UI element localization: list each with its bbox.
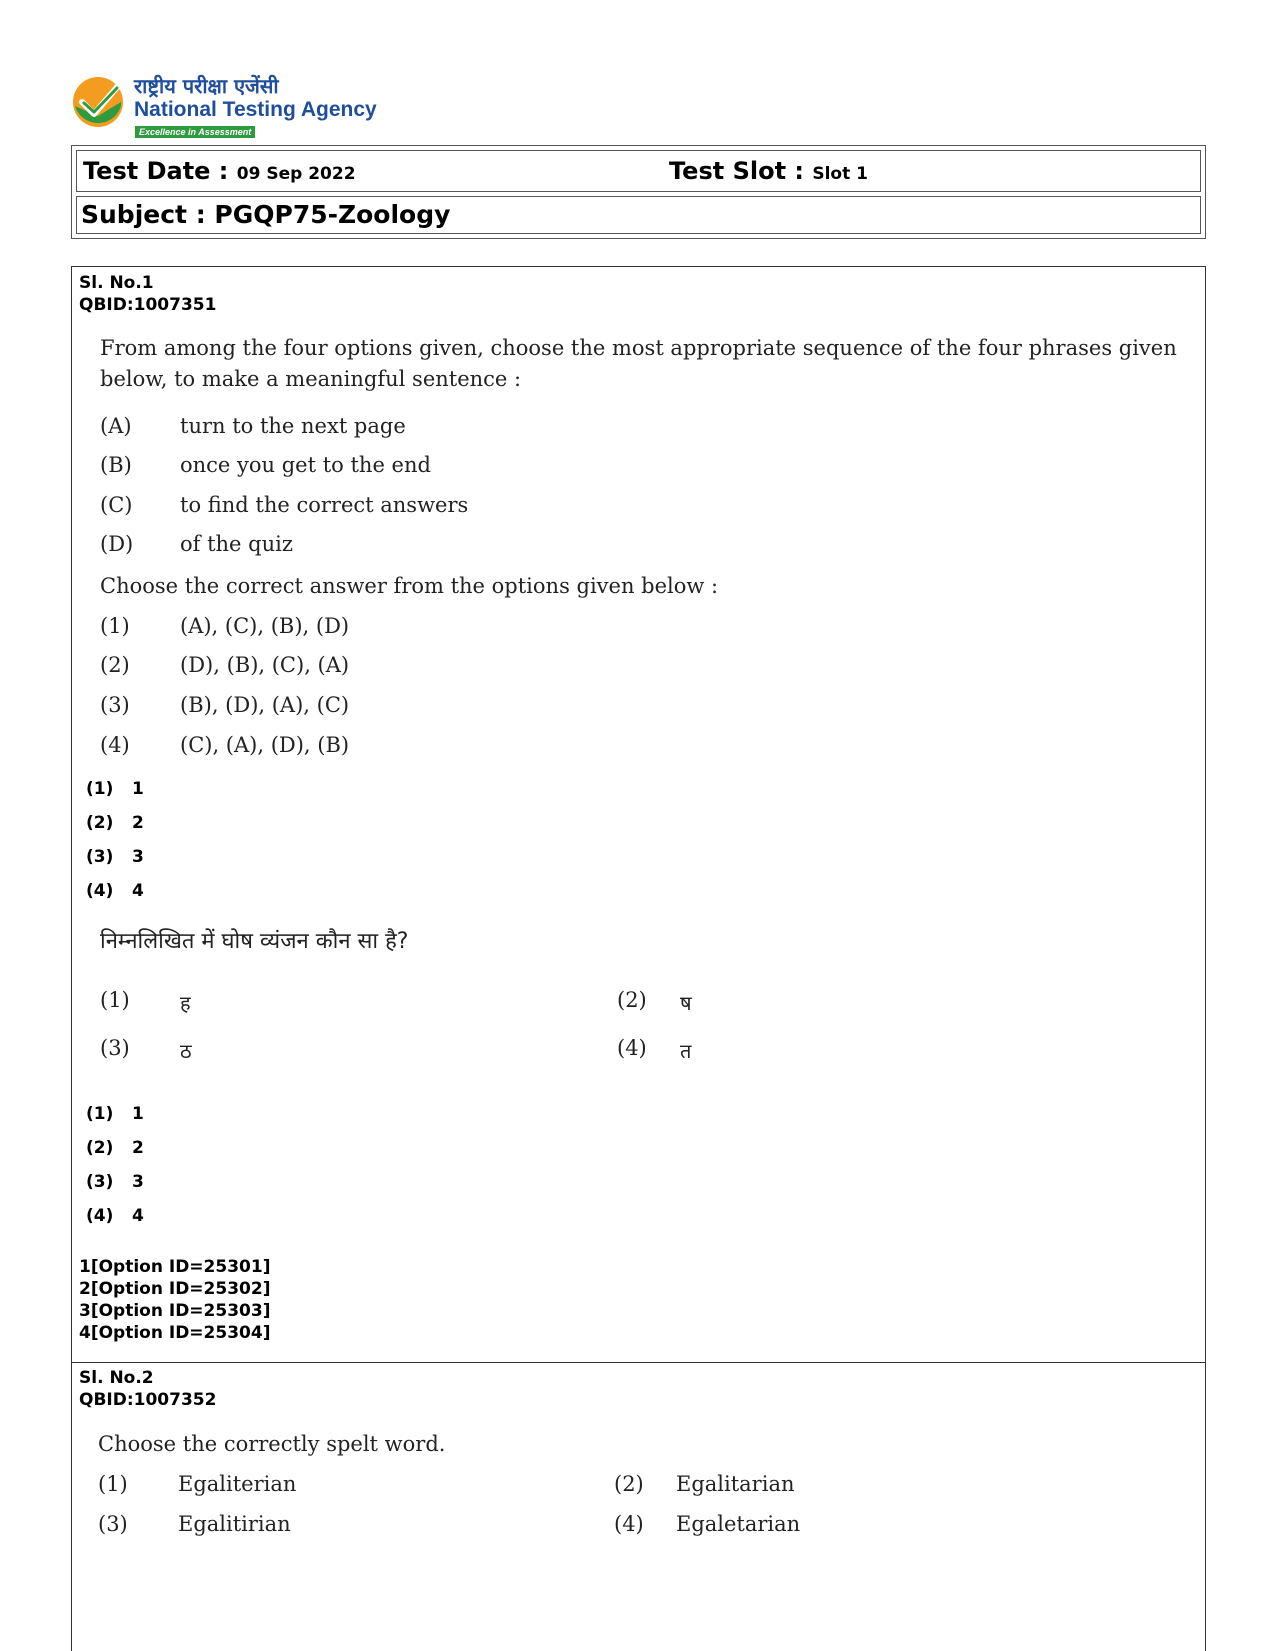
phrase-text: once you get to the end (180, 453, 431, 477)
subject-label: Subject : (81, 200, 206, 229)
sl-no: Sl. No.2 (79, 1368, 154, 1388)
option-id: 1[Option ID=25301] (79, 1257, 271, 1277)
answer-number: (1) (86, 1104, 114, 1124)
option-id: 2[Option ID=25302] (79, 1279, 271, 1299)
hindi-option-number: (4) (617, 1036, 647, 1060)
qbid: QBID:1007351 (79, 295, 217, 315)
logo-tagline: Excellence in Assessment (135, 126, 255, 138)
option-text: Egalitarian (676, 1472, 795, 1496)
option-text: (B), (D), (A), (C) (180, 693, 350, 717)
test-slot (669, 157, 868, 185)
option-id: 4[Option ID=25304] (79, 1323, 271, 1343)
option-number: (4) (614, 1512, 644, 1536)
phrase-letter: (C) (100, 493, 133, 517)
option-text: (C), (A), (D), (B) (180, 733, 350, 757)
answer-number: (3) (86, 1172, 114, 1192)
nta-logo (72, 72, 412, 140)
option-text: Egalitirian (178, 1512, 291, 1536)
answer-value: 4 (132, 881, 144, 901)
answer-number: (4) (86, 1206, 114, 1226)
answer-choice (86, 813, 144, 833)
answer-number: (1) (86, 779, 114, 799)
answer-choice (86, 1104, 144, 1124)
option-id: 3[Option ID=25303] (79, 1301, 271, 1321)
test-date-slot-row (76, 150, 1201, 192)
answer-number: (2) (86, 813, 114, 833)
test-date-label: Test Date : (83, 157, 229, 185)
option-number: (1) (100, 614, 130, 638)
answer-value: 1 (132, 1104, 144, 1124)
option-id-list (79, 1256, 270, 1344)
answer-value: 1 (132, 779, 144, 799)
answer-choice (86, 779, 144, 799)
checkmark-circle-icon (72, 76, 124, 128)
phrase-text: turn to the next page (180, 414, 406, 438)
phrase-letter: (B) (100, 453, 132, 477)
phrase-letter: (A) (100, 414, 132, 438)
phrase-letter: (D) (100, 532, 134, 556)
question-2-meta (79, 1367, 216, 1411)
logo-english-name: National Testing Agency (134, 98, 377, 121)
option-text: Egaliterian (178, 1472, 297, 1496)
question-1-meta (79, 272, 216, 316)
answer-choice (86, 881, 144, 901)
qbid: QBID:1007352 (79, 1390, 217, 1410)
subject-value: PGQP75-Zoology (214, 200, 451, 229)
hindi-option-number: (3) (100, 1036, 130, 1060)
test-slot-value: Slot 1 (812, 164, 868, 184)
phrase-text: of the quiz (180, 532, 293, 556)
answer-number: (2) (86, 1138, 114, 1158)
question-divider (71, 1362, 1206, 1363)
option-number: (4) (100, 733, 130, 757)
option-number: (2) (614, 1472, 644, 1496)
answer-choice (86, 847, 144, 867)
option-number: (2) (100, 653, 130, 677)
option-number: (3) (100, 693, 130, 717)
test-date-value: 09 Sep 2022 (236, 164, 356, 184)
answer-value: 2 (132, 813, 144, 833)
question-1-instruction: Choose the correct answer from the options given below : (100, 574, 719, 598)
answer-number: (4) (86, 881, 114, 901)
answer-choice (86, 1138, 144, 1158)
answer-value: 2 (132, 1138, 144, 1158)
hindi-option-text: ष (680, 991, 692, 1015)
hindi-option-text: त (680, 1039, 692, 1063)
sl-no: Sl. No.1 (79, 273, 154, 293)
option-text: (D), (B), (C), (A) (180, 653, 350, 677)
subject (81, 200, 450, 229)
question-1-text: From among the four options given, choose the most appropriate sequence of the four phrases given below, to make a meaningful sentence : (100, 336, 1177, 391)
option-number: (3) (98, 1512, 128, 1536)
answer-choice (86, 1172, 144, 1192)
hindi-option-number: (2) (617, 988, 647, 1012)
answer-value: 3 (132, 847, 144, 867)
test-info-box (71, 145, 1206, 239)
question-2-text: Choose the correctly spelt word. (98, 1432, 446, 1456)
subject-row (76, 196, 1201, 234)
phrase-text: to find the correct answers (180, 493, 469, 517)
answer-value: 3 (132, 1172, 144, 1192)
answer-number: (3) (86, 847, 114, 867)
option-number: (1) (98, 1472, 128, 1496)
hindi-option-number: (1) (100, 988, 130, 1012)
question-1-hindi-text: निम्नलिखित में घोष व्यंजन कौन सा है? (100, 929, 409, 954)
option-text: Egaletarian (676, 1512, 801, 1536)
answer-choice (86, 1206, 144, 1226)
hindi-option-text: ठ (180, 1039, 192, 1063)
test-date (83, 157, 356, 185)
test-slot-label: Test Slot : (669, 157, 804, 185)
hindi-option-text: ह (180, 991, 191, 1015)
answer-value: 4 (132, 1206, 144, 1226)
logo-hindi-name: राष्ट्रीय परीक्षा एजेंसी (134, 74, 279, 98)
option-text: (A), (C), (B), (D) (180, 614, 350, 638)
